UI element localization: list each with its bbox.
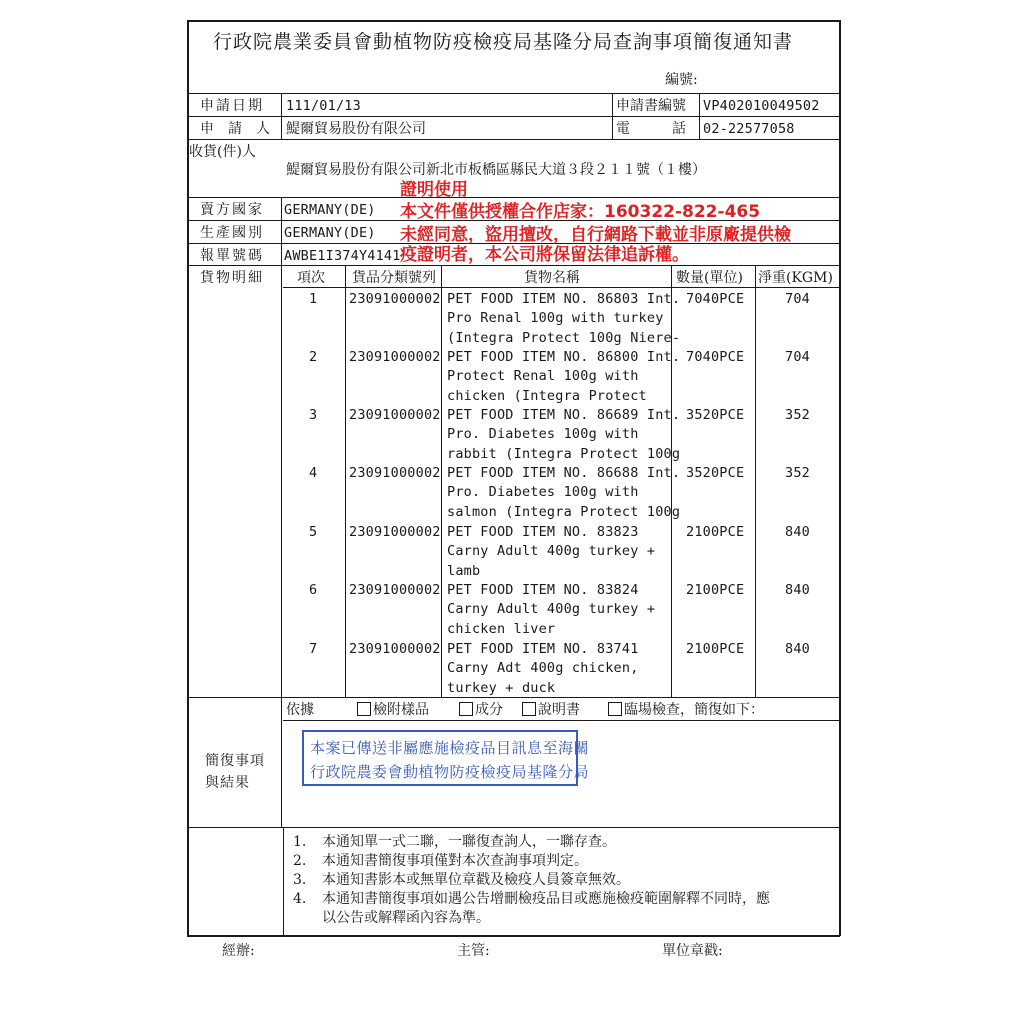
column-header-item-no: 項次 [297, 270, 325, 286]
declaration-number-label: 報單號碼 [200, 248, 264, 264]
goods-name-line: Pro. Diabetes 100g with [447, 484, 639, 501]
seller-country-value: GERMANY(DE) [284, 202, 376, 218]
basis-option-sample: 檢附樣品 [357, 701, 429, 719]
basis-option-inspection: 臨場檢查，簡復如下： [608, 701, 764, 719]
goods-item-number: 5 [309, 524, 318, 540]
goods-net-weight: 704 [785, 291, 810, 307]
checkbox-ingredients [459, 702, 473, 716]
apply-date-label: 申請日期 [200, 98, 264, 114]
goods-name-line: Carny Adult 400g turkey + [447, 601, 656, 618]
goods-name-line: PET FOOD ITEM NO. 83741 [447, 641, 639, 657]
goods-quantity: 3520PCE [686, 407, 745, 423]
goods-quantity: 2100PCE [686, 582, 745, 598]
goods-name-line: lamb [447, 562, 481, 579]
goods-name-line: PET FOOD ITEM NO. 86688 Int. [447, 465, 681, 481]
goods-name-line: PET FOOD ITEM NO. 86803 Int. [447, 291, 681, 307]
goods-name-line: Pro Renal 100g with turkey [447, 310, 664, 327]
goods-name-line: (Integra Protect 100g Niere- [447, 329, 681, 346]
goods-item-number: 2 [309, 349, 318, 365]
note-1-number: 1. [293, 834, 307, 850]
goods-item-number: 7 [309, 641, 318, 657]
checkbox-manual [522, 702, 536, 716]
consignee-value: 鯷爾貿易股份有限公司新北市板橋區縣民大道３段２１１號（１樓） [286, 162, 706, 178]
goods-name-line: PET FOOD ITEM NO. 86689 Int. [447, 407, 681, 423]
note-2-number: 2. [293, 853, 307, 869]
goods-name-line: PET FOOD ITEM NO. 86800 Int. [447, 349, 681, 365]
note-3-number: 3. [293, 872, 307, 888]
reply-result-label: 簡復事項 與結果 [205, 753, 265, 791]
column-header-hs-code: 貨品分類號列 [352, 270, 436, 286]
goods-item-number: 1 [309, 291, 318, 307]
note-1-text: 本通知單一式二聯，一聯復查詢人，一聯存查。 [322, 834, 616, 850]
origin-country-label: 生產國別 [200, 225, 264, 241]
declaration-number-value: AWBE1I374Y4141 [284, 248, 401, 264]
basis-option-manual: 說明書 [522, 701, 580, 719]
goods-hs-code: 23091000002 [349, 524, 441, 540]
checkbox-sample [357, 702, 371, 716]
applicant-label: 申 請 人 [200, 121, 270, 137]
note-4-text: 本通知書簡復事項如遇公告增刪檢疫品目或應施檢疫範圍解釋不同時，應 [322, 891, 770, 907]
goods-name-line: rabbit (Integra Protect 100g [447, 445, 681, 462]
quarantine-stamp [302, 730, 590, 786]
goods-quantity: 2100PCE [686, 641, 745, 657]
goods-quantity: 7040PCE [686, 349, 745, 365]
goods-name-line: salmon (Integra Protect 100g [447, 503, 681, 520]
goods-name-line: Protect Renal 100g with [447, 368, 639, 385]
watermark-line-3: 未經同意，盜用擅改，自行網路下載並非原廠提供檢 [400, 225, 791, 245]
unit-seal-label: 單位章戳: [662, 943, 723, 959]
column-header-quantity: 數量(單位) [676, 270, 743, 286]
goods-name-line: Pro. Diabetes 100g with [447, 426, 639, 443]
consignee-label: 收貨(件)人 [189, 144, 256, 160]
goods-name-line: PET FOOD ITEM NO. 83824 [447, 582, 639, 598]
watermark-line-2: 本文件僅供授權合作店家：160322-822-465 [400, 202, 761, 222]
goods-net-weight: 352 [785, 407, 810, 423]
goods-net-weight: 840 [785, 641, 810, 657]
goods-hs-code: 23091000002 [349, 291, 441, 307]
goods-name-line: PET FOOD ITEM NO. 83823 [447, 524, 639, 540]
goods-hs-code: 23091000002 [349, 641, 441, 657]
origin-country-value: GERMANY(DE) [284, 225, 376, 241]
apply-date-value: 111/01/13 [286, 98, 361, 114]
watermark-line-1: 證明使用 [400, 180, 468, 200]
note-2-text: 本通知書簡復事項僅對本次查詢事項判定。 [322, 853, 588, 869]
goods-quantity: 2100PCE [686, 524, 745, 540]
goods-name-line: Carny Adult 400g turkey + [447, 543, 656, 560]
stamp-line-2: 行政院農委會動植物防疫檢疫局基隆分局 [310, 763, 590, 781]
goods-hs-code: 23091000002 [349, 465, 441, 481]
column-header-net-weight: 淨重(KGM) [758, 270, 833, 286]
applicant-value: 鯷爾貿易股份有限公司 [286, 121, 426, 137]
goods-quantity: 3520PCE [686, 465, 745, 481]
goods-detail-label: 貨物明細 [200, 270, 264, 286]
note-3-text: 本通知書影本或無單位章戳及檢疫人員簽章無效。 [322, 872, 630, 888]
basis-option-ingredients: 成分 [459, 701, 503, 719]
goods-name-line: chicken liver [447, 620, 556, 637]
note-4-continuation: 以公告或解釋函內容為準。 [322, 910, 490, 926]
note-4-number: 4. [293, 891, 307, 907]
watermark-line-4: 疫證明者，本公司將保留法律追訴權。 [400, 245, 689, 265]
goods-item-number: 4 [309, 465, 318, 481]
supervisor-label: 主管: [457, 943, 490, 959]
goods-net-weight: 840 [785, 582, 810, 598]
goods-hs-code: 23091000002 [349, 349, 441, 365]
goods-item-number: 6 [309, 582, 318, 598]
application-number-value: VP402010049502 [703, 98, 820, 114]
goods-net-weight: 840 [785, 524, 810, 540]
application-number-label: 申請書編號 [616, 98, 686, 114]
column-header-goods-name: 貨物名稱 [524, 270, 580, 286]
stamp-line-1: 本案已傳送非屬應施檢疫品目訊息至海關 [310, 739, 590, 757]
phone-value: 02-22577058 [703, 121, 795, 137]
basis-label: 依據 [286, 702, 314, 718]
seller-country-label: 賣方國家 [200, 202, 264, 218]
goods-quantity: 7040PCE [686, 291, 745, 307]
phone-label: 電 話 [616, 121, 686, 137]
goods-net-weight: 352 [785, 465, 810, 481]
page-title: 行政院農業委員會動植物防疫檢疫局基隆分局查詢事項簡復通知書 [213, 31, 794, 53]
checkbox-inspection [608, 702, 622, 716]
handler-label: 經辦: [222, 943, 255, 959]
goods-net-weight: 704 [785, 349, 810, 365]
goods-name-line: chicken (Integra Protect [447, 387, 647, 404]
goods-item-number: 3 [309, 407, 318, 423]
goods-name-line: Carny Adt 400g chicken, [447, 660, 639, 677]
serial-number-label: 編號: [665, 72, 698, 88]
goods-name-line: turkey + duck [447, 679, 556, 696]
goods-hs-code: 23091000002 [349, 582, 441, 598]
goods-hs-code: 23091000002 [349, 407, 441, 423]
